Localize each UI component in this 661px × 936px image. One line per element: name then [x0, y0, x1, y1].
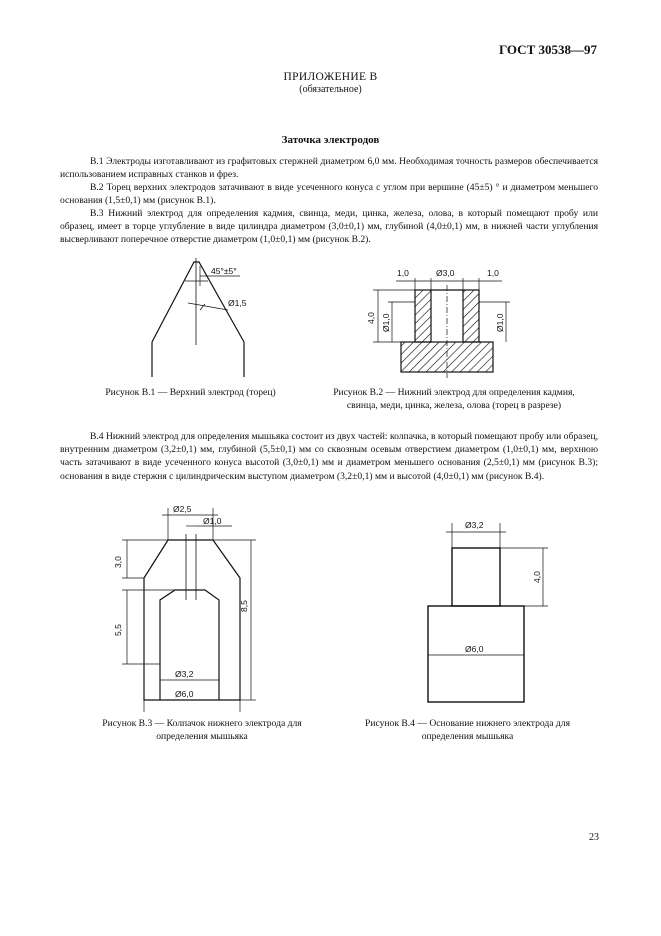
b2-depth-label: 4,0 — [366, 312, 376, 324]
b2-wall-right-label: 1,0 — [487, 268, 499, 278]
b3-hole-label: Ø1,0 — [203, 516, 222, 526]
figure-b3-caption-line2: определения мышьяка — [156, 730, 248, 742]
b2-bore-label: Ø3,0 — [436, 268, 455, 278]
b3-cone-height-label: 3,0 — [113, 556, 123, 568]
appendix-title: ПРИЛОЖЕНИЕ В — [283, 71, 378, 83]
appendix-subtitle: (обязательное) — [299, 84, 362, 95]
figure-b2-caption-line2: свинца, меди, цинка, железа, олова (торец в разрезе) — [346, 399, 562, 411]
b2-hole-left-label: Ø1,0 — [381, 313, 391, 332]
b4-boss-diameter-label: Ø3,2 — [465, 520, 484, 530]
standard-header: ГОСТ 30538—97 — [498, 42, 597, 57]
b3-cavity-depth-label: 5,5 — [113, 624, 123, 636]
page-number: 23 — [589, 832, 599, 843]
b4-boss-height-label: 4,0 — [532, 571, 542, 583]
section-title: Заточка электродов — [281, 134, 380, 146]
figure-b3-caption-line1: Рисунок В.3 — Колпачок нижнего электрода для — [102, 718, 302, 729]
figure-b1-caption: Рисунок В.1 — Верхний электрод (торец) — [105, 387, 276, 398]
paragraph-b4: В.4 Нижний электрод для определения мышьяка состоит из двух частей: колпачка, в который помещают пробу или образец, внутренним диаметром (3,2±0,1) мм, глубиной (5,5±0,1) мм со сквозным осевым отверстием диаметром (1,0±0,1) мм, верхнюю часть затачивают в виде усеченного конуса высотой (3,0±0,1) мм и диаметром меньшего основания (2,5±0,1) мм (рисунок В.3); основания в виде стержня с цилиндрическим выступом диаметром (3,2±0,1) мм и высотой (4,0±0,1) мм (рисунок В.4). — [60, 431, 598, 482]
b3-cavity-diameter-label: Ø3,2 — [175, 669, 194, 679]
b3-top-diameter-label: Ø2,5 — [173, 504, 192, 514]
b3-total-height-label: 8,5 — [239, 600, 249, 612]
figure-b4-caption — [340, 718, 595, 743]
b2-hole-right-label: Ø1,0 — [495, 313, 505, 332]
paragraph-b3: В.3 Нижний электрод для определения кадмия, свинца, меди, цинка, железа, олова, в который помещают пробу или образец, имеет в торце углубление в виде цилиндра диаметром (3,0±0,1) мм, глубиной (4,0±0,1) мм, в нижней части углубления высверливают поперечное отверстие диаметром (1,0±0,1) мм (рисунок В.2). — [60, 208, 598, 246]
b1-angle-label: 45°±5° — [211, 266, 237, 276]
figure-b4-caption-line1: Рисунок В.4 — Основание нижнего электрода для — [364, 718, 571, 729]
b3-outer-diameter-label: Ø6,0 — [175, 689, 194, 699]
figure-b4-caption-line2: определения мышьяка — [421, 730, 514, 742]
paragraph-b2: В.2 Торец верхних электродов затачивают в виде усеченного конуса с углом при вершине (45±5) ° и диаметром меньшего основания (1,5±0,1) мм (рисунок В.1). — [60, 182, 598, 207]
b2-wall-left-label: 1,0 — [397, 268, 409, 278]
b4-base-diameter-label: Ø6,0 — [465, 644, 484, 654]
b1-diameter-label: Ø1,5 — [228, 298, 247, 308]
figure-b2-caption-line1: Рисунок В.2 — Нижний электрод для определения кадмия, — [333, 387, 575, 398]
paragraph-b1: В.1 Электроды изготавливают из графитовых стержней диаметром 6,0 мм. Необходимая точность размеров обеспечивается использованием исправных станков и фрез. — [60, 156, 598, 181]
